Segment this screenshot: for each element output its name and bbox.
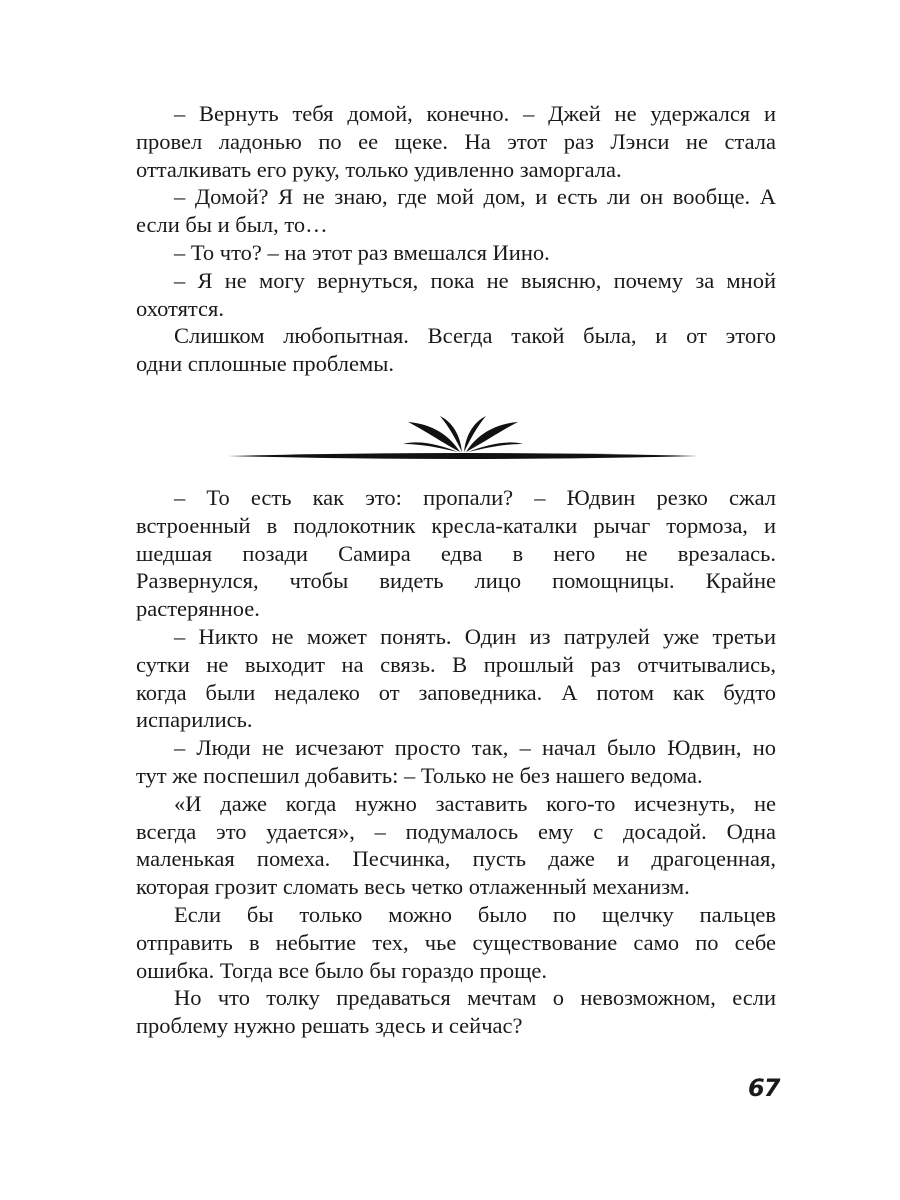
text-line: испарились. (136, 707, 253, 733)
text-line: если бы и был, то… (136, 212, 328, 238)
text-section-2 (136, 484, 776, 1040)
text-line: встроенный в подлокотник кресла-каталки рычаг тормоза, и (136, 512, 776, 538)
paragraph (136, 100, 776, 183)
text-line: – Домой? Я не знаю, где мой дом, и есть ли он вообще. А (174, 184, 776, 210)
divider-line (228, 453, 698, 459)
paragraph (136, 734, 776, 790)
text-line: всегда это удается», – подумалось ему с досадой. Одна (136, 818, 776, 844)
paragraph (136, 267, 776, 323)
text-line: Слишком любопытная. Всегда такой была, и от этого (174, 323, 776, 349)
text-line: – То есть как это: пропали? – Юдвин резко сжал (174, 485, 776, 510)
section-divider-ornament (228, 410, 698, 466)
paragraph (136, 322, 776, 378)
page-number: 67 (748, 1074, 780, 1102)
paragraph (136, 484, 776, 623)
text-line: Развернулся, чтобы видеть лицо помощницы. Крайне (136, 568, 776, 594)
paragraph (136, 183, 776, 239)
text-line: сутки не выходит на связь. В прошлый раз отчитывались, (136, 651, 776, 677)
paragraph (136, 623, 776, 734)
text-line: когда были недалеко от заповедника. А потом как будто (136, 679, 776, 705)
text-line: охотятся. (136, 295, 224, 321)
paragraph (136, 984, 776, 1040)
text-line: «И даже когда нужно заставить кого-то исчезнуть, не (174, 790, 776, 816)
text-line: ошибка. Тогда все было бы гораздо проще. (136, 957, 548, 983)
text-line: Если бы только можно было по щелчку пальцев (174, 901, 776, 927)
text-line: которая грозит сломать весь четко отлаженный механизм. (136, 874, 690, 900)
text-section-1 (136, 100, 776, 378)
text-line: провел ладонью по ее щеке. На этот раз Лэнси не стала (136, 128, 776, 154)
text-line: Но что толку предаваться мечтам о невозможном, если (174, 985, 776, 1011)
text-line: тут же поспешил добавить: – Только не без нашего ведома. (136, 762, 703, 788)
text-line: – Я не могу вернуться, пока не выясню, почему за мной (174, 267, 776, 293)
text-line: проблему нужно решать здесь и сейчас? (136, 1013, 523, 1039)
text-line: – Вернуть тебя домой, конечно. – Джей не удержался и (174, 101, 776, 126)
text-line: – То что? – на этот раз вмешался Иино. (174, 239, 550, 265)
paragraph (136, 790, 776, 901)
text-line: растерянное. (136, 596, 260, 622)
text-line: маленькая помеха. Песчинка, пусть даже и драгоценная, (136, 846, 776, 872)
paragraph (136, 901, 776, 984)
paragraph (136, 239, 776, 267)
text-line: – Люди не исчезают просто так, – начал было Юдвин, но (174, 735, 776, 761)
text-line: шедшая позади Самира едва в него не врезалась. (136, 540, 776, 566)
text-line: отправить в небытие тех, чье существование само по себе (136, 929, 776, 955)
text-line: отталкивать его руку, только удивленно заморгала. (136, 156, 622, 182)
text-line: одни сплошные проблемы. (136, 351, 394, 377)
leaf-ornament-icon (403, 416, 523, 452)
text-line: – Никто не может понять. Один из патрулей уже третьи (174, 623, 776, 649)
